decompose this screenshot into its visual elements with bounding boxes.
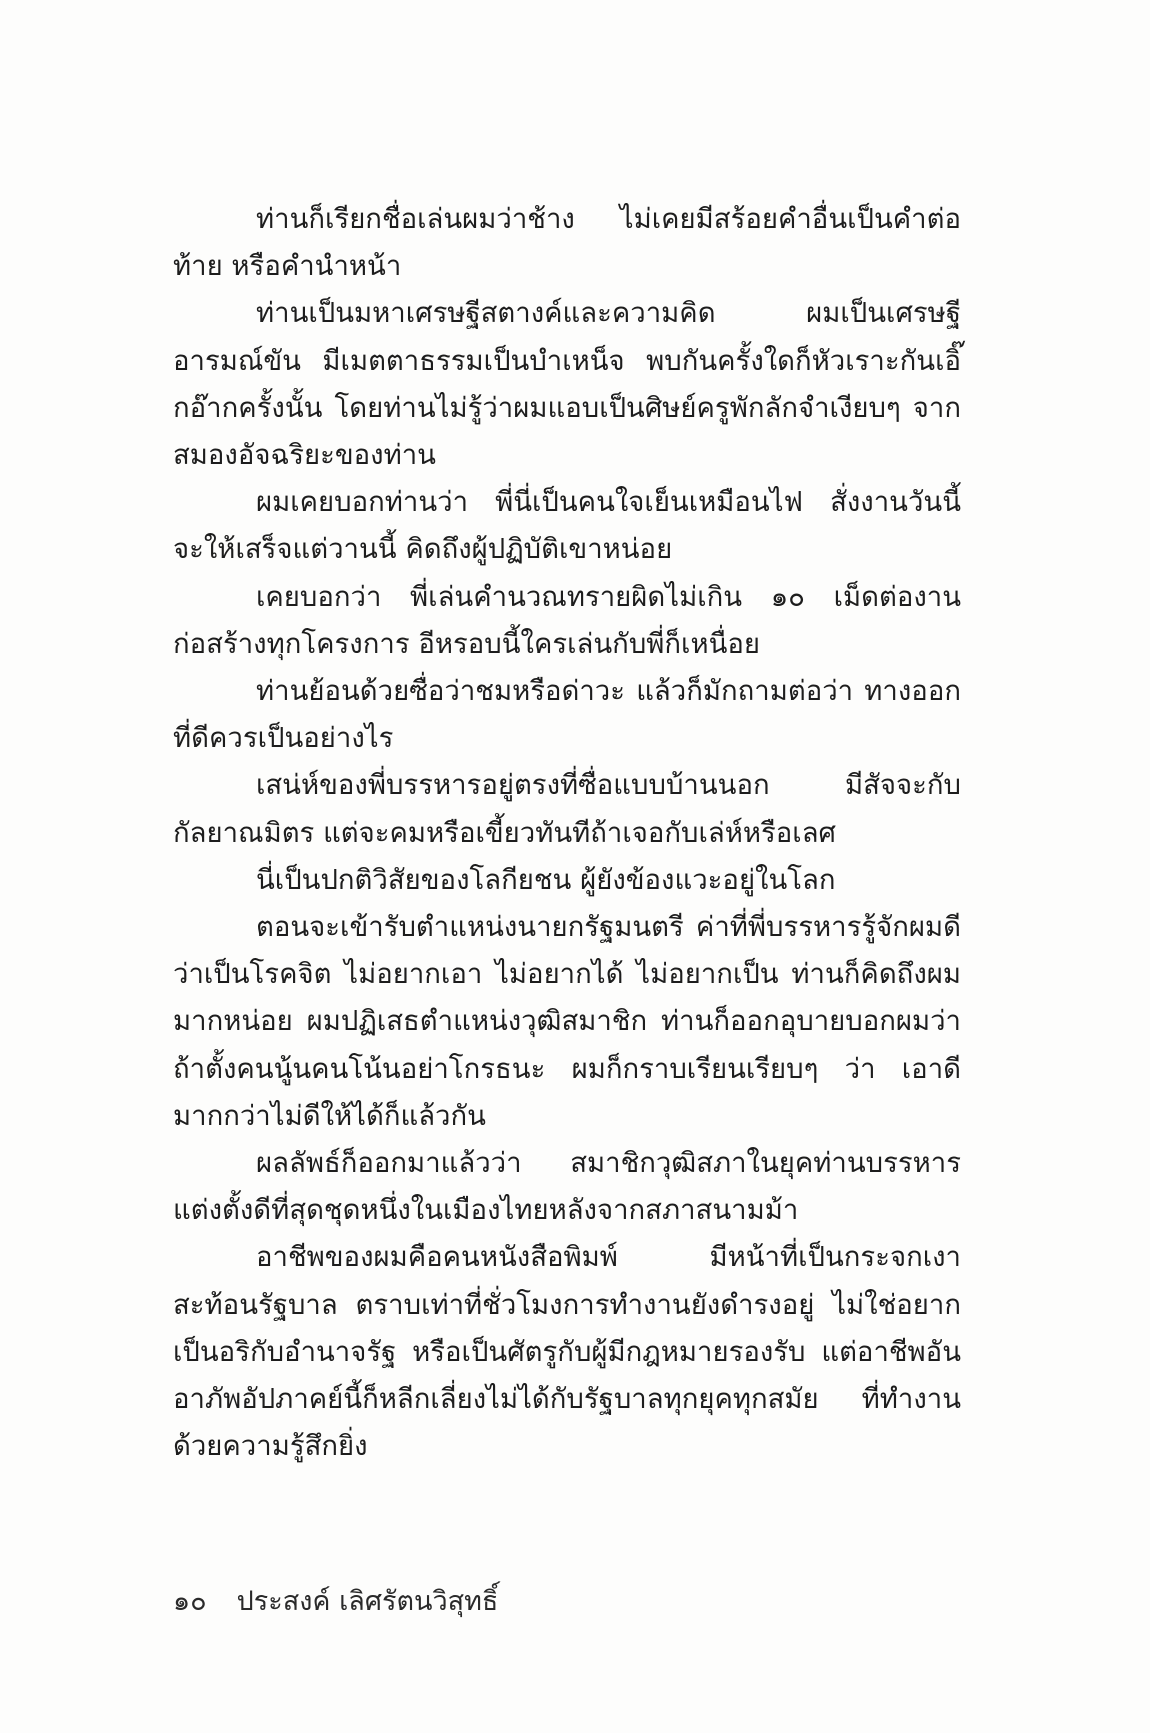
paragraph: เสน่ห์ของพี่บรรหารอยู่ตรงที่ซื่อแบบบ้านนอก มีสัจจะกับกัลยาณมิตร แต่จะคมหรือเขี้ยวทันทีถ้าเจอกับเล่ห์หรือเลศ [173, 769, 961, 849]
paragraph: เคยบอกว่า พี่เล่นคำนวณทรายผิดไม่เกิน ๑๐ เม็ดต่องานก่อสร้างทุกโครงการ อีหรอบนี้ใครเล่นกับพี่ก็เหนื่อย [173, 580, 961, 660]
page-footer [173, 1582, 498, 1622]
paragraph: ท่านก็เรียกชื่อเล่นผมว่าช้าง ไม่เคยมีสร้อยคำอื่นเป็นคำต่อท้าย หรือคำนำหน้า [173, 203, 961, 283]
paragraph: ท่านเป็นมหาเศรษฐีสตางค์และความคิด ผมเป็นเศรษฐีอารมณ์ขัน มีเมตตาธรรมเป็นบำเหน็จ พบกันครั้งใดก็หัวเราะกันเอิ๊กอ๊ากครั้งนั้น โดยท่านไม่รู้ว่าผมแอบเป็นศิษย์ครูพักลักจำเงียบๆ จากสมองอัจฉริยะของท่าน [173, 297, 961, 472]
page-number: ๑๐ [173, 1586, 207, 1617]
paragraph: นี่เป็นปกติวิสัยของโลกียชน ผู้ยังข้องแวะอยู่ในโลก [256, 863, 836, 896]
author-name: ประสงค์ เลิศรัตนวิสุทธิ์ [236, 1586, 499, 1617]
paragraph: ผลลัพธ์ก็ออกมาแล้วว่า สมาชิกวุฒิสภาในยุคท่านบรรหารแต่งตั้งดีที่สุดชุดหนึ่งในเมืองไทยหลังจากสภาสนามม้า [173, 1147, 961, 1227]
paragraph: ท่านย้อนด้วยซื่อว่าชมหรือด่าวะ แล้วก็มักถามต่อว่า ทางออกที่ดีควรเป็นอย่างไร [173, 675, 961, 755]
paragraph: อาชีพของผมคือคนหนังสือพิมพ์ มีหน้าที่เป็นกระจกเงาสะท้อนรัฐบาล ตราบเท่าที่ชั่วโมงการทำงานยังดำรงอยู่ ไม่ใช่อยากเป็นอริกับอำนาจรัฐ หรือเป็นศัตรูกับผู้มีกฎหมายรองรับ แต่อาชีพอันอาภัพอัปภาคย์นี้ก็หลีกเลี่ยงไม่ได้กับรัฐบาลทุกยุคทุกสมัย ที่ทำงานด้วยความรู้สึกยิ่ง [173, 1241, 961, 1463]
body-text [173, 196, 961, 1470]
paragraph: ตอนจะเข้ารับตำแหน่งนายกรัฐมนตรี ค่าที่พี่บรรหารรู้จักผมดีว่าเป็นโรคจิต ไม่อยากเอา ไม่อยากได้ ไม่อยากเป็น ท่านก็คิดถึงผมมากหน่อย ผมปฏิเสธตำแหน่งวุฒิสมาชิก ท่านก็ออกอุบายบอกผมว่า ถ้าตั้งคนนู้นคนโน้นอย่าโกรธนะ ผมก็กราบเรียนเรียบๆ ว่า เอาดีมากกว่าไม่ดีให้ได้ก็แล้วกัน [173, 911, 961, 1132]
paragraph: ผมเคยบอกท่านว่า พี่นี่เป็นคนใจเย็นเหมือนไฟ สั่งงานวันนี้ จะให้เสร็จแต่วานนี้ คิดถึงผู้ปฏิบัติเขาหน่อย [173, 486, 961, 566]
